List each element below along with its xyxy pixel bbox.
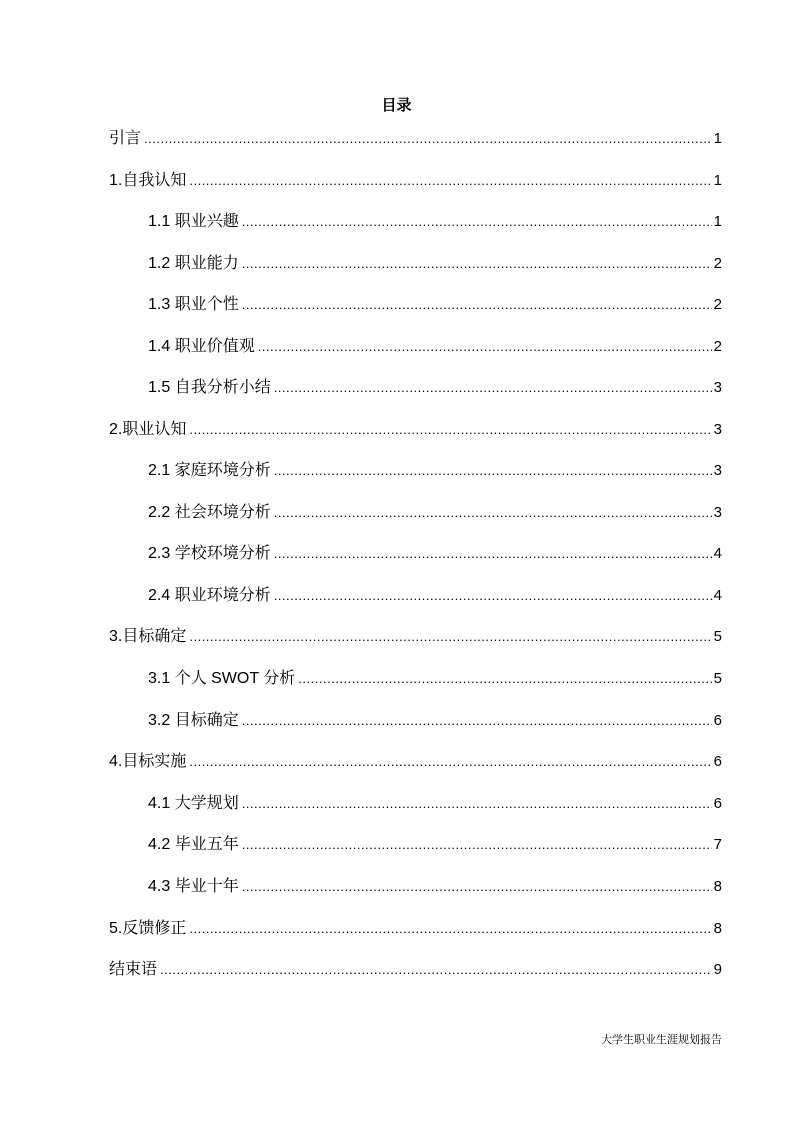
toc-entry-page: 8 bbox=[713, 920, 722, 937]
toc-entry-3-1[interactable] bbox=[148, 667, 722, 691]
toc-entry-label: 1.3 职业个性 bbox=[148, 296, 239, 313]
toc-entry-page: 8 bbox=[713, 878, 722, 895]
toc-entry-label: 2.3 学校环境分析 bbox=[148, 545, 271, 562]
toc-entry-label: 1.自我认知 bbox=[109, 172, 187, 189]
toc-entry-label: 4.1 大学规划 bbox=[148, 795, 239, 812]
toc-entry-page: 5 bbox=[713, 628, 722, 645]
toc-entry-page: 4 bbox=[713, 545, 722, 562]
page-title: 目录 bbox=[381, 97, 412, 114]
dot-leader bbox=[298, 667, 711, 691]
toc-entry-label: 2.1 家庭环境分析 bbox=[148, 462, 271, 479]
toc-entry-label: 2.4 职业环境分析 bbox=[148, 587, 271, 604]
dot-leader bbox=[258, 335, 712, 359]
toc-entry-page: 2 bbox=[713, 338, 722, 355]
toc-entry-label: 2.2 社会环境分析 bbox=[148, 504, 271, 521]
toc-entry-conclusion[interactable] bbox=[109, 958, 722, 982]
toc-entry-label: 4.目标实施 bbox=[109, 753, 187, 770]
toc-entry-page: 6 bbox=[713, 753, 722, 770]
dot-leader bbox=[144, 127, 712, 151]
toc-entry-label: 引言 bbox=[109, 130, 142, 147]
dot-leader bbox=[242, 792, 712, 816]
toc-entry-label: 3.2 目标确定 bbox=[148, 712, 239, 729]
toc-entry-label: 5.反馈修正 bbox=[109, 920, 187, 937]
toc-entry-page: 6 bbox=[713, 795, 722, 812]
toc-entry-1[interactable] bbox=[109, 169, 722, 193]
dot-leader bbox=[189, 917, 711, 941]
dot-leader bbox=[189, 169, 711, 193]
toc-entry-page: 3 bbox=[713, 462, 722, 479]
toc-entry-page: 2 bbox=[713, 296, 722, 313]
dot-leader bbox=[242, 210, 712, 234]
toc-entry-label: 4.3 毕业十年 bbox=[148, 878, 239, 895]
toc-entry-page: 3 bbox=[713, 421, 722, 438]
dot-leader bbox=[274, 376, 712, 400]
dot-leader bbox=[242, 875, 712, 899]
toc-entry-3[interactable] bbox=[109, 625, 722, 649]
toc-entry-1-2[interactable] bbox=[148, 252, 722, 276]
toc-entry-4-2[interactable] bbox=[148, 833, 722, 857]
dot-leader bbox=[242, 252, 712, 276]
dot-leader bbox=[242, 709, 712, 733]
toc-entry-page: 1 bbox=[713, 130, 722, 147]
toc-entry-1-5[interactable] bbox=[148, 376, 722, 400]
toc-entry-1-1[interactable] bbox=[148, 210, 722, 234]
toc-entry-5[interactable] bbox=[109, 917, 722, 941]
dot-leader bbox=[274, 459, 712, 483]
toc-entry-label: 1.4 职业价值观 bbox=[148, 338, 255, 355]
dot-leader bbox=[189, 625, 711, 649]
toc-entry-2-3[interactable] bbox=[148, 542, 722, 566]
toc-entry-page: 5 bbox=[713, 670, 722, 687]
dot-leader bbox=[274, 584, 712, 608]
toc-entry-page: 6 bbox=[713, 712, 722, 729]
toc-entry-2-1[interactable] bbox=[148, 459, 722, 483]
dot-leader bbox=[160, 958, 712, 982]
toc-entry-4[interactable] bbox=[109, 750, 722, 774]
page-footer: 大学生职业生涯规划报告 bbox=[601, 1034, 722, 1046]
toc-entry-label: 1.5 自我分析小结 bbox=[148, 379, 271, 396]
toc-entry-label: 2.职业认知 bbox=[109, 421, 187, 438]
toc-entry-label: 结束语 bbox=[109, 961, 158, 978]
toc-entry-intro[interactable] bbox=[109, 127, 722, 151]
dot-leader bbox=[242, 293, 712, 317]
toc-entry-page: 3 bbox=[713, 379, 722, 396]
toc-entry-label: 3.目标确定 bbox=[109, 628, 187, 645]
toc-entry-page: 7 bbox=[713, 836, 722, 853]
toc-entry-label: 1.2 职业能力 bbox=[148, 255, 239, 272]
toc-entry-2-4[interactable] bbox=[148, 584, 722, 608]
toc-entry-label: 4.2 毕业五年 bbox=[148, 836, 239, 853]
toc-entry-1-3[interactable] bbox=[148, 293, 722, 317]
toc-entry-page: 3 bbox=[713, 504, 722, 521]
toc-entry-3-2[interactable] bbox=[148, 709, 722, 733]
toc-entry-page: 1 bbox=[713, 172, 722, 189]
toc-entry-page: 2 bbox=[713, 255, 722, 272]
toc-entry-page: 4 bbox=[713, 587, 722, 604]
dot-leader bbox=[274, 542, 712, 566]
toc-entry-4-3[interactable] bbox=[148, 875, 722, 899]
dot-leader bbox=[242, 833, 712, 857]
dot-leader bbox=[274, 501, 712, 525]
toc-entry-page: 9 bbox=[713, 961, 722, 978]
toc-entry-2[interactable] bbox=[109, 418, 722, 442]
toc-entry-4-1[interactable] bbox=[148, 792, 722, 816]
toc-entry-label: 3.1 个人 SWOT 分析 bbox=[148, 670, 296, 687]
toc-entry-page: 1 bbox=[713, 213, 722, 230]
dot-leader bbox=[189, 750, 711, 774]
toc-entry-2-2[interactable] bbox=[148, 501, 722, 525]
dot-leader bbox=[189, 418, 711, 442]
toc-entry-1-4[interactable] bbox=[148, 335, 722, 359]
toc-entry-label: 1.1 职业兴趣 bbox=[148, 213, 239, 230]
